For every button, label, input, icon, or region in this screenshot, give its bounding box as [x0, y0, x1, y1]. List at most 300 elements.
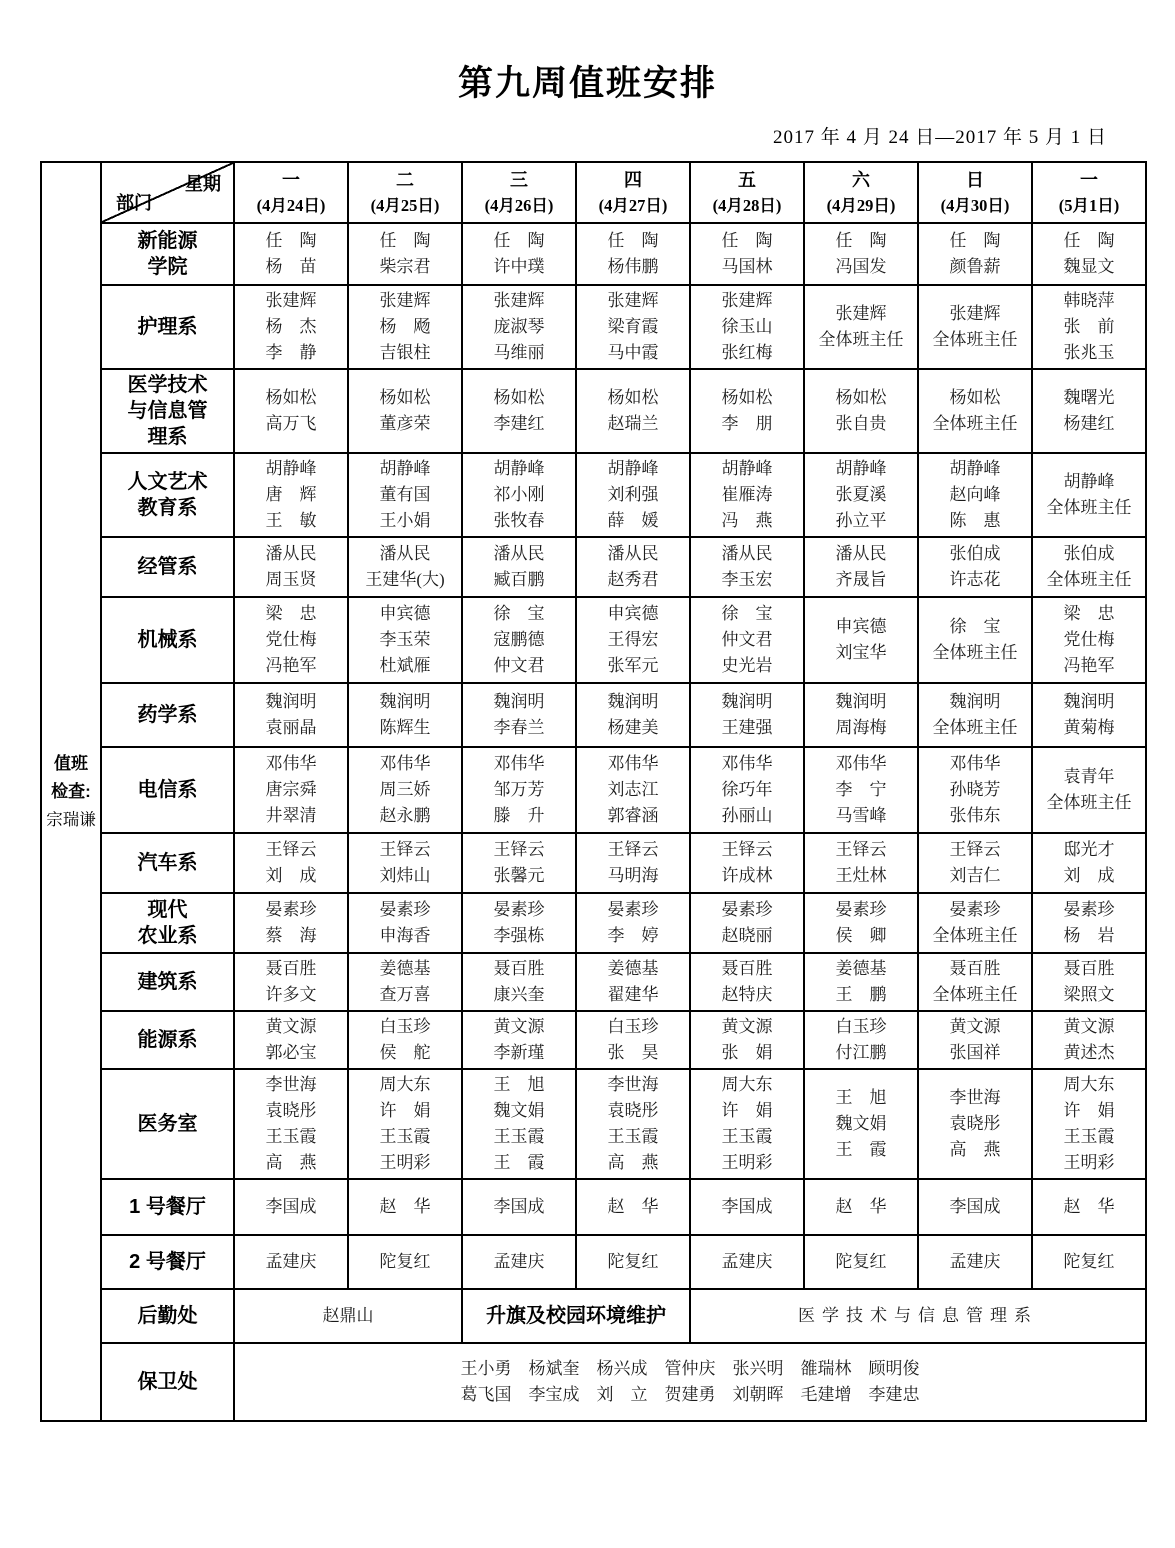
- person-name-line: 李世海: [607, 1075, 659, 1094]
- schedule-cell: [576, 1235, 690, 1289]
- schedule-cell: [804, 369, 918, 453]
- person-name-line: 赵向峰: [949, 485, 1001, 504]
- dept-label: [101, 223, 234, 285]
- person-name-line: 翟建华: [607, 985, 659, 1004]
- schedule-cell: [804, 1069, 918, 1179]
- person-name-line: 魏润明: [949, 692, 1001, 711]
- dept-label-line: 农业系: [137, 925, 198, 947]
- person-name-line: 许志花: [949, 570, 1001, 589]
- person-name-line: 魏润明: [721, 692, 773, 711]
- schedule-cell: [462, 223, 576, 285]
- table-row: [41, 1289, 1146, 1343]
- person-name-line: 聂百胜: [1063, 959, 1115, 978]
- person-name-line: 张建辉: [721, 291, 773, 310]
- person-name-line: 周大东: [1063, 1075, 1115, 1094]
- person-name-line: 胡静峰: [607, 459, 659, 478]
- person-name-line: 张军元: [607, 656, 659, 675]
- schedule-cell: [348, 1069, 462, 1179]
- table-row: [41, 453, 1146, 537]
- column-date-label: (4月25日): [370, 195, 440, 215]
- person-name-line: 黄述杰: [1063, 1043, 1115, 1062]
- inspector-line: 宗瑞谦: [46, 809, 96, 829]
- dept-label: [101, 369, 234, 453]
- schedule-cell: [804, 953, 918, 1011]
- schedule-cell: [234, 683, 348, 747]
- person-name-line: 庞淑琴: [493, 317, 545, 336]
- person-name-line: 徐 宝: [493, 604, 545, 623]
- schedule-cell: [234, 1179, 348, 1235]
- person-name-line: 晏素珍: [265, 900, 317, 919]
- person-name-line: 齐晟旨: [835, 570, 887, 589]
- column-date-label: (4月27日): [598, 195, 668, 215]
- schedule-cell: [1032, 953, 1146, 1011]
- schedule-cell: [348, 747, 462, 833]
- person-name-line: 徐巧年: [721, 780, 773, 799]
- person-name-line: 梁 忠: [265, 604, 317, 623]
- person-name-line: 邓伟华: [493, 754, 545, 773]
- person-name-line: 唐 辉: [265, 485, 317, 504]
- person-name-line: 晏素珍: [493, 900, 545, 919]
- table-row: [41, 597, 1146, 683]
- schedule-cell: [804, 833, 918, 893]
- schedule-table: [40, 161, 1147, 1422]
- person-name-line: 邓伟华: [721, 754, 773, 773]
- person-name-line: 李 朋: [721, 414, 773, 433]
- person-name-line: 晏素珍: [1063, 900, 1115, 919]
- inspector-line: 检查:: [51, 781, 91, 801]
- schedule-cell: [690, 1011, 804, 1069]
- column-date-label: (5月1日): [1058, 195, 1120, 215]
- person-name-line: 赵鼎山: [322, 1306, 374, 1325]
- schedule-cell: [234, 747, 348, 833]
- column-day-label: 日: [966, 169, 984, 190]
- schedule-cell: [690, 833, 804, 893]
- person-name-line: 张 前: [1063, 317, 1115, 336]
- person-name-line: 胡静峰: [721, 459, 773, 478]
- schedule-cell: [234, 1069, 348, 1179]
- person-name-line: 杨 苗: [265, 257, 317, 276]
- person-name-line: 冯艳军: [265, 656, 317, 675]
- person-name-line: 王 霞: [835, 1140, 887, 1159]
- person-name-line: 查万喜: [379, 985, 431, 1004]
- dept-label: [101, 683, 234, 747]
- column-day-label: 一: [1080, 169, 1098, 190]
- dept-label: [101, 537, 234, 597]
- column-date-label: (4月28日): [712, 195, 782, 215]
- person-name-line: 党仕梅: [265, 630, 317, 649]
- person-name-line: 魏润明: [835, 692, 887, 711]
- corner-diagonal-cell: [101, 162, 234, 223]
- column-day-label: 三: [510, 169, 528, 190]
- dept-label: [101, 747, 234, 833]
- person-name-line: 崔雁涛: [721, 485, 773, 504]
- person-name-line: 刘宝华: [835, 643, 887, 662]
- person-name-line: 全体班主任: [1046, 793, 1132, 812]
- person-name-line: 陈 惠: [949, 511, 1001, 530]
- schedule-cell: [234, 453, 348, 537]
- person-name-line: 潘从民: [721, 544, 773, 563]
- person-name-line: 徐玉山: [721, 317, 773, 336]
- person-name-line: 全体班主任: [1046, 498, 1132, 517]
- person-name-line: 晏素珍: [721, 900, 773, 919]
- person-name-line: 晏素珍: [835, 900, 887, 919]
- person-name-line: 杨如松: [493, 388, 545, 407]
- dept-label: [101, 1179, 234, 1235]
- person-name-line: 王 敏: [265, 511, 317, 530]
- column-date-label: (4月30日): [940, 195, 1010, 215]
- dept-label: [101, 953, 234, 1011]
- schedule-cell: [234, 1011, 348, 1069]
- schedule-cell: [576, 1179, 690, 1235]
- person-name-line: 许 娟: [379, 1101, 431, 1120]
- schedule-cell: [690, 223, 804, 285]
- column-day-label: 二: [396, 169, 414, 190]
- person-name-line: 冯艳军: [1063, 656, 1115, 675]
- person-name-line: 董有国: [379, 485, 431, 504]
- schedule-cell: [462, 369, 576, 453]
- schedule-cell: [804, 537, 918, 597]
- person-name-line: 周玉贤: [265, 570, 317, 589]
- person-name-line: 全体班主任: [932, 926, 1018, 945]
- person-name-line: 姜德基: [607, 959, 659, 978]
- person-name-line: 柴宗君: [379, 257, 431, 276]
- person-name-line: 聂百胜: [493, 959, 545, 978]
- person-name-line: 周大东: [379, 1075, 431, 1094]
- table-row: [41, 1011, 1146, 1069]
- person-name-line: 魏曙光: [1063, 388, 1115, 407]
- person-name-line: 许成林: [721, 866, 773, 885]
- person-name-line: 王得宏: [607, 630, 659, 649]
- person-name-line: 潘从民: [379, 544, 431, 563]
- person-name-line: 王明彩: [1063, 1153, 1115, 1172]
- schedule-cell: [234, 285, 348, 369]
- person-name-line: 王明彩: [721, 1153, 773, 1172]
- schedule-cell: [804, 453, 918, 537]
- column-day-label: 五: [738, 169, 756, 190]
- schedule-cell: [918, 833, 1032, 893]
- schedule-cell: [462, 953, 576, 1011]
- person-name-line: 梁照文: [1063, 985, 1115, 1004]
- schedule-cell: [234, 597, 348, 683]
- person-name-line: 张建辉: [493, 291, 545, 310]
- person-name-line: 黄菊梅: [1063, 718, 1115, 737]
- schedule-cell: [918, 893, 1032, 953]
- person-name-line: 胡静峰: [379, 459, 431, 478]
- person-name-line: 魏文娟: [493, 1101, 545, 1120]
- schedule-cell: [234, 953, 348, 1011]
- schedule-cell: [348, 683, 462, 747]
- person-name-line: 李 婷: [607, 926, 659, 945]
- person-name-line: 颜鲁薪: [949, 257, 1001, 276]
- schedule-cell: [690, 1235, 804, 1289]
- dept-label: [101, 1069, 234, 1179]
- schedule-cell: [234, 893, 348, 953]
- person-name-line: 任 陶: [835, 231, 887, 250]
- person-name-line: 赵 华: [1063, 1197, 1115, 1216]
- schedule-cell: [462, 893, 576, 953]
- schedule-cell: [462, 1179, 576, 1235]
- person-name-line: 陀复红: [607, 1252, 659, 1271]
- person-name-line: 孟建庆: [265, 1252, 317, 1271]
- schedule-cell: [804, 683, 918, 747]
- person-name-line: 寇鹏德: [493, 630, 545, 649]
- schedule-cell: [348, 453, 462, 537]
- corner-dept-label: 部门: [116, 193, 152, 213]
- dept-label-line: 保卫处: [137, 1371, 198, 1393]
- person-name-line: 董彦荣: [379, 414, 431, 433]
- person-name-line: 赵特庆: [721, 985, 773, 1004]
- column-header: [804, 162, 918, 223]
- schedule-cell: [918, 747, 1032, 833]
- person-name-line: 杨如松: [379, 388, 431, 407]
- person-name-line: 葛飞国 李宝成 刘 立 贺建勇 刘朝晖 毛建增 李建忠: [460, 1385, 920, 1404]
- schedule-cell: [804, 597, 918, 683]
- dept-label: [101, 597, 234, 683]
- dept-label-line: 医学技术: [127, 374, 208, 396]
- schedule-cell: [348, 223, 462, 285]
- schedule-cell: [804, 893, 918, 953]
- person-name-line: 魏润明: [607, 692, 659, 711]
- person-name-line: 邓伟华: [835, 754, 887, 773]
- person-name-line: 李世海: [265, 1075, 317, 1094]
- schedule-cell: [1032, 1179, 1146, 1235]
- schedule-cell: [576, 1011, 690, 1069]
- person-name-line: 王玉霞: [1063, 1127, 1115, 1146]
- person-name-line: 马雪峰: [835, 806, 887, 825]
- schedule-cell: [576, 893, 690, 953]
- person-name-line: 孙丽山: [721, 806, 773, 825]
- person-name-line: 晏素珍: [379, 900, 431, 919]
- schedule-cell: [576, 223, 690, 285]
- person-name-line: 徐 宝: [721, 604, 773, 623]
- dept-label: [101, 1011, 234, 1069]
- person-name-line: 陀复红: [1063, 1252, 1115, 1271]
- person-name-line: 黄文源: [493, 1017, 545, 1036]
- table-row: [41, 1343, 1146, 1421]
- person-name-line: 许中璞: [493, 257, 545, 276]
- person-name-line: 许 娟: [1063, 1101, 1115, 1120]
- person-name-line: 陀复红: [379, 1252, 431, 1271]
- person-name-line: 袁晓彤: [265, 1101, 317, 1120]
- column-header: [576, 162, 690, 223]
- person-name-line: 徐 宝: [949, 617, 1001, 636]
- person-name-line: 杨建美: [607, 718, 659, 737]
- schedule-cell: [918, 223, 1032, 285]
- dept-label-line: 现代: [147, 899, 188, 921]
- schedule-cell: [462, 453, 576, 537]
- person-name-line: 杨如松: [607, 388, 659, 407]
- person-name-line: 张伟东: [949, 806, 1001, 825]
- person-name-line: 李春兰: [493, 718, 545, 737]
- dept-label: [101, 1343, 234, 1421]
- person-name-line: 黄文源: [1063, 1017, 1115, 1036]
- person-name-line: 晏素珍: [607, 900, 659, 919]
- column-date-label: (4月26日): [484, 195, 554, 215]
- person-name-line: 袁晓彤: [607, 1101, 659, 1120]
- schedule-cell: [690, 285, 804, 369]
- person-name-line: 张建辉: [949, 304, 1001, 323]
- schedule-cell: [1032, 369, 1146, 453]
- schedule-cell: [348, 1179, 462, 1235]
- person-name-line: 全体班主任: [932, 414, 1018, 433]
- schedule-cell: [234, 1235, 348, 1289]
- person-name-line: 王灶林: [835, 866, 887, 885]
- table-row: [41, 747, 1146, 833]
- person-name-line: 全体班主任: [932, 330, 1018, 349]
- schedule-cell: [576, 285, 690, 369]
- dept-label-line: 汽车系: [137, 852, 198, 874]
- person-name-line: 陈辉生: [379, 718, 431, 737]
- schedule-cell: [234, 1289, 462, 1343]
- person-name-line: 冯国发: [835, 257, 887, 276]
- person-name-line: 李强栋: [493, 926, 545, 945]
- schedule-cell: [1032, 893, 1146, 953]
- corner-week-label: 星期: [185, 174, 221, 194]
- person-name-line: 杜斌雁: [379, 656, 431, 675]
- table-row: [41, 1069, 1146, 1179]
- dept-label-line: 2 号餐厅: [129, 1251, 206, 1273]
- person-name-line: 魏文娟: [835, 1114, 887, 1133]
- schedule-cell: [690, 597, 804, 683]
- person-name-line: 任 陶: [265, 231, 317, 250]
- person-name-line: 潘从民: [493, 544, 545, 563]
- schedule-cell: [804, 285, 918, 369]
- person-name-line: 刘志江: [607, 780, 659, 799]
- person-name-line: 高 燕: [265, 1153, 317, 1172]
- person-name-line: 高 燕: [607, 1153, 659, 1172]
- person-name-line: 郭必宝: [265, 1043, 317, 1062]
- person-name-line: 刘 成: [265, 866, 317, 885]
- schedule-cell: [576, 833, 690, 893]
- person-name-line: 赵 华: [379, 1197, 431, 1216]
- person-name-line: 袁丽晶: [265, 718, 317, 737]
- person-name-line: 杨 杰: [265, 317, 317, 336]
- table-row: [41, 537, 1146, 597]
- schedule-cell: [462, 1069, 576, 1179]
- person-name-line: 仲文君: [721, 630, 773, 649]
- person-name-line: 王铎云: [949, 840, 1001, 859]
- person-name-line: 马明海: [607, 866, 659, 885]
- person-name-line: 杨如松: [949, 388, 1001, 407]
- person-name-line: 潘从民: [835, 544, 887, 563]
- person-name-line: 李国成: [721, 1197, 773, 1216]
- table-row: [41, 1235, 1146, 1289]
- person-name-line: 王小勇 杨斌奎 杨兴成 管仲庆 张兴明 雒瑞林 顾明俊: [460, 1359, 920, 1378]
- person-name-line: 任 陶: [379, 231, 431, 250]
- person-name-line: 王玉霞: [607, 1127, 659, 1146]
- person-name-line: 刘 成: [1063, 866, 1115, 885]
- table-row: [41, 893, 1146, 953]
- column-header: [1032, 162, 1146, 223]
- person-name-line: 孙立平: [835, 511, 887, 530]
- person-name-line: 白玉珍: [835, 1017, 887, 1036]
- person-name-line: 杨如松: [721, 388, 773, 407]
- schedule-cell: [1032, 683, 1146, 747]
- page: [0, 62, 1175, 1548]
- header-row: [41, 162, 1146, 223]
- schedule-cell: [462, 1235, 576, 1289]
- person-name-line: 潘从民: [607, 544, 659, 563]
- schedule-cell: [348, 1235, 462, 1289]
- person-name-line: 李世海: [949, 1088, 1001, 1107]
- person-name-line: 全体班主任: [932, 718, 1018, 737]
- schedule-cell: [234, 223, 348, 285]
- dept-label-line: 药学系: [137, 704, 198, 726]
- person-name-line: 李国成: [949, 1197, 1001, 1216]
- schedule-cell: [462, 597, 576, 683]
- duty-inspector-cell: [41, 162, 101, 1421]
- person-name-line: 赵秀君: [607, 570, 659, 589]
- schedule-cell: [348, 1011, 462, 1069]
- person-name-line: 申宾德: [835, 617, 887, 636]
- schedule-cell: [576, 953, 690, 1011]
- dept-label-line: 教育系: [137, 497, 198, 519]
- person-name-line: 高 燕: [949, 1140, 1001, 1159]
- schedule-cell: [462, 747, 576, 833]
- person-name-line: 申海香: [379, 926, 431, 945]
- person-name-line: 冯 燕: [721, 511, 773, 530]
- dept-label: [101, 833, 234, 893]
- schedule-cell: [462, 683, 576, 747]
- column-day-label: 一: [282, 169, 300, 190]
- schedule-cell: [918, 537, 1032, 597]
- person-name-line: 李国成: [493, 1197, 545, 1216]
- dept-label-line: 与信息管: [127, 400, 208, 422]
- person-name-line: 张伯成: [949, 544, 1001, 563]
- schedule-cell: [348, 537, 462, 597]
- person-name-line: 任 陶: [1063, 231, 1115, 250]
- schedule-cell: [1032, 1235, 1146, 1289]
- person-name-line: 邹万芳: [493, 780, 545, 799]
- schedule-cell: [804, 1179, 918, 1235]
- person-name-line: 王铎云: [607, 840, 659, 859]
- person-name-line: 滕 升: [493, 806, 545, 825]
- schedule-table-wrap: [40, 161, 1175, 1422]
- person-name-line: 梁育霞: [607, 317, 659, 336]
- schedule-cell: [918, 285, 1032, 369]
- dept-label-line: 新能源: [137, 230, 198, 252]
- person-name-line: 张国祥: [949, 1043, 1001, 1062]
- person-name-line: 张 昊: [607, 1043, 659, 1062]
- person-name-line: 潘从民: [265, 544, 317, 563]
- table-row: [41, 953, 1146, 1011]
- schedule-cell: [576, 537, 690, 597]
- column-header: [348, 162, 462, 223]
- column-header: [462, 162, 576, 223]
- person-name-line: 王玉霞: [493, 1127, 545, 1146]
- column-date-label: (4月24日): [256, 195, 326, 215]
- dept-label-line: 学院: [147, 256, 188, 278]
- person-name-line: 医学技术与信息管理系: [798, 1306, 1038, 1325]
- schedule-cell: [1032, 597, 1146, 683]
- person-name-line: 李 宁: [835, 780, 887, 799]
- person-name-line: 晏素珍: [949, 900, 1001, 919]
- person-name-line: 张馨元: [493, 866, 545, 885]
- schedule-cell: [348, 369, 462, 453]
- person-name-line: 周大东: [721, 1075, 773, 1094]
- schedule-cell: [1032, 453, 1146, 537]
- person-name-line: 薛 媛: [607, 511, 659, 530]
- table-row: [41, 369, 1146, 453]
- person-name-line: 胡静峰: [493, 459, 545, 478]
- schedule-cell: [690, 1069, 804, 1179]
- column-header: [690, 162, 804, 223]
- person-name-line: 杨如松: [835, 388, 887, 407]
- person-name-line: 王建华(大): [365, 570, 445, 589]
- person-name-line: 史光岩: [721, 656, 773, 675]
- dept-label-line: 医务室: [137, 1113, 198, 1135]
- person-name-line: 侯 舵: [379, 1043, 431, 1062]
